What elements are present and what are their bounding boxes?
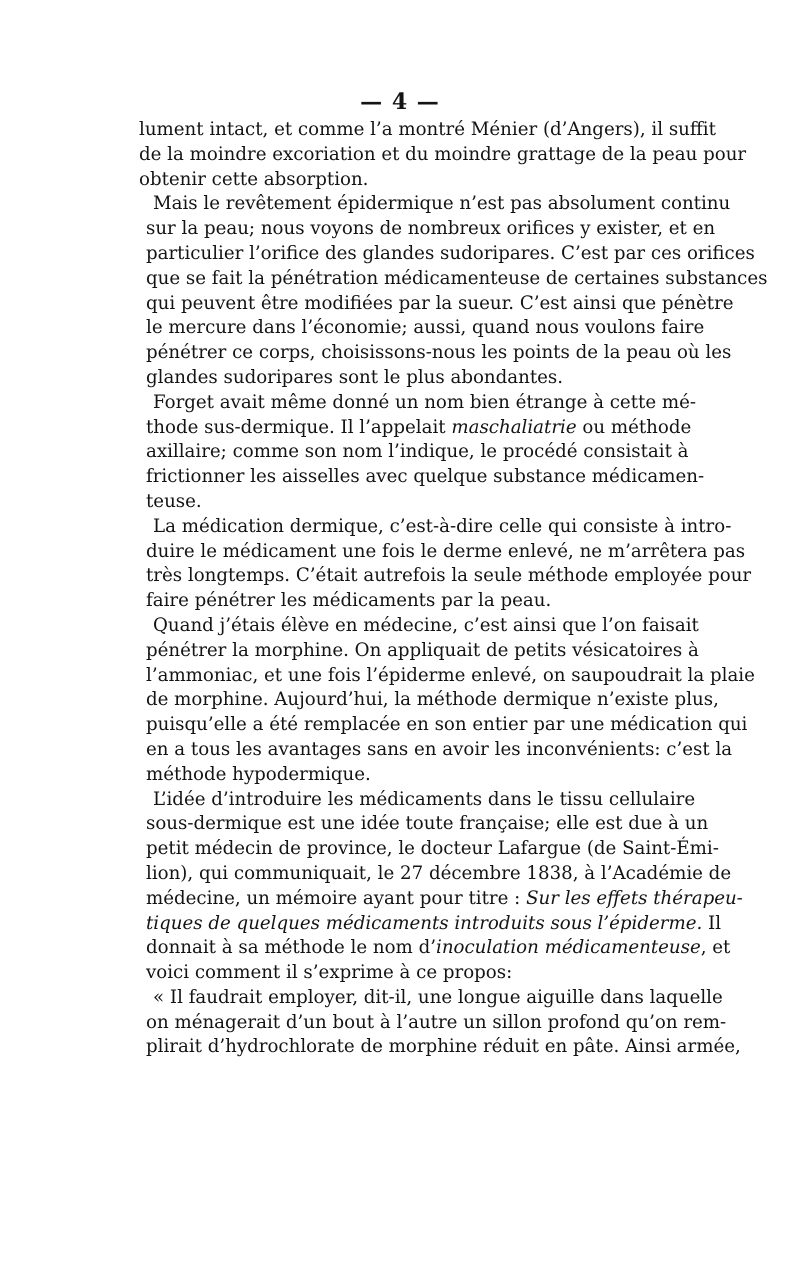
paragraph <box>139 391 705 515</box>
text-line: puisqu’elle a été remplacée en son entier par une médication qui <box>146 714 748 736</box>
text-line: L’idée d’introduire les médicaments dans le tissu cellulaire <box>153 788 696 810</box>
text-line: médecine, un mémoire ayant pour titre : Sur les effets thérapeu- <box>146 887 743 909</box>
paragraph <box>139 788 743 986</box>
text-line: de morphine. Aujourd’hui, la méthode dermique n’existe plus, <box>146 689 719 711</box>
text-line: Mais le revêtement épidermique n’est pas absolument continu <box>153 193 731 215</box>
text-line: Forget avait même donné un nom bien étrange à cette mé- <box>153 391 697 413</box>
text-line: très longtemps. C’était autrefois la seule méthode employée pour <box>146 565 752 587</box>
text-line: pénétrer la morphine. On appliquait de petits vésicatoires à <box>146 639 699 661</box>
paragraph <box>139 118 747 192</box>
text-line: qui peuvent être modifiées par la sueur. C’est ainsi que pénètre <box>146 292 734 314</box>
text-line: lion), qui communiquait, le 27 décembre 1838, à l’Académie de <box>146 862 732 884</box>
text-line: sous-dermique est une idée toute française; elle est due à un <box>146 813 709 835</box>
text-line: le mercure dans l’économie; aussi, quand nous voulons faire <box>146 317 705 339</box>
text-line: axillaire; comme son nom l’indique, le procédé consistait à <box>146 441 689 463</box>
text-line: faire pénétrer les médicaments par la peau. <box>146 590 552 612</box>
paragraph <box>139 614 755 788</box>
text-line: en a tous les avantages sans en avoir les inconvénients: c’est la <box>146 738 733 760</box>
text-line: obtenir cette absorption. <box>139 168 369 190</box>
paragraph <box>139 515 752 614</box>
paragraph <box>139 986 741 1060</box>
paragraph <box>139 192 768 390</box>
text-line: petit médecin de province, le docteur Lafargue (de Saint-Émi- <box>146 838 719 860</box>
text-line: voici comment il s’exprime à ce propos: <box>146 962 513 984</box>
text-line: l’ammoniac, et une fois l’épiderme enlevé, on saupoudrait la plaie <box>146 664 755 686</box>
text-line: tiques de quelques médicaments introduits sous l’épiderme. Il <box>146 912 722 934</box>
text-line: duire le médicament une fois le derme enlevé, ne m’arrêtera pas <box>146 540 746 562</box>
text-line: donnait à sa méthode le nom d’inoculation médicamenteuse, et <box>146 937 731 959</box>
text-line: thode sus-dermique. Il l’appelait maschaliatrie ou méthode <box>146 416 692 438</box>
body-text <box>139 118 768 1060</box>
text-line: « Il faudrait employer, dit-il, une longue aiguille dans laquelle <box>153 986 723 1008</box>
text-line: pénétrer ce corps, choisissons-nous les points de la peau où les <box>146 342 732 364</box>
text-line: méthode hypodermique. <box>146 763 371 785</box>
text-line: teuse. <box>146 490 202 512</box>
text-line: Quand j’étais élève en médecine, c’est ainsi que l’on faisait <box>153 614 699 636</box>
text-line: particulier l’orifice des glandes sudoripares. C’est par ces orifices <box>146 242 755 264</box>
text-line: sur la peau; nous voyons de nombreux orifices y exister, et en <box>146 218 716 240</box>
text-line: La médication dermique, c’est-à-dire celle qui consiste à intro- <box>153 515 732 537</box>
text-line: de la moindre excoriation et du moindre grattage de la peau pour <box>139 143 747 165</box>
text-line: plirait d’hydrochlorate de morphine réduit en pâte. Ainsi armée, <box>146 1036 741 1058</box>
text-line: frictionner les aisselles avec quelque substance médicamen- <box>146 466 705 488</box>
text-line: lument intact, et comme l’a montré Ménier (d’Angers), il suffit <box>139 119 716 140</box>
page-number: — 4 — <box>360 89 440 115</box>
text-line: on ménagerait d’un bout à l’autre un sillon profond qu’on rem- <box>146 1011 727 1033</box>
text-line: que se fait la pénétration médicamenteuse de certaines substances <box>146 267 768 289</box>
text-line: glandes sudoripares sont le plus abondantes. <box>146 366 564 388</box>
